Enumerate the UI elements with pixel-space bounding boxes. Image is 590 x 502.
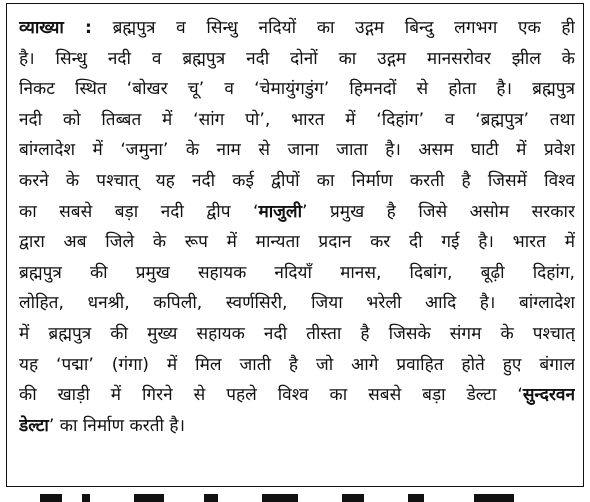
explanation-paragraph	[19, 13, 575, 441]
text-line-9: ब्रह्मपुत्र की प्रमुख सहायक नदियाँ मानस, दिबांग, बूढ़ी दिहांग,	[19, 262, 575, 283]
line-14-after: ’ का निर्माण करती है।	[48, 415, 186, 436]
delta-term: डेल्टा	[19, 415, 49, 436]
text-line-2: है। सिन्धु नदी व ब्रह्मपुत्र नदी दोनों का उद्गम मानसरोवर झील के	[19, 48, 575, 69]
text-line-6: करने के पश्चात् यह नदी कई द्वीपों का निर्माण करती है जिसमें विश्व	[19, 170, 575, 191]
sundarban-term: सुन्दरवन	[522, 385, 575, 406]
cropped-glyph-fragment	[408, 494, 424, 502]
text-line-5: बांग्लादेश में ‘जमुना’ के नाम से जाना जाता है। असम घाटी में प्रवेश	[19, 140, 575, 161]
text-line-11: में ब्रह्मपुत्र की मुख्य सहायक नदी तीस्ता है जिसके संगम के पश्चात्	[19, 323, 575, 344]
text-line-1	[19, 13, 575, 44]
cropped-next-line	[12, 488, 572, 502]
text-line-3: निकट स्थित ‘बोखर चू’ व ‘चेमायुंगडुंग’ हिमनदों से होता है। ब्रह्मपुत्र	[19, 79, 575, 100]
text-line-10: लोहित, धनश्री, कपिली, स्वर्णसिरी, जिया भरेली आदि है। बांग्लादेश	[19, 293, 575, 314]
cropped-glyph-fragment	[82, 494, 90, 502]
text-line-8: द्वारा अब जिले के रूप में मान्यता प्रदान कर दी गई है। भारत में	[19, 232, 575, 253]
text-line-7	[19, 197, 575, 228]
text-line-4: नदी को तिब्बत में ‘सांग पो’, भारत में ‘दिहांग’ व ‘ब्रह्मपुत्र’ तथा	[19, 109, 575, 130]
cropped-glyph-fragment	[134, 494, 164, 502]
explanation-heading: व्याख्या :	[19, 18, 92, 38]
cropped-glyph-fragment	[204, 494, 218, 502]
line-7-after: ’ प्रमुख है जिसे असोम सरकार	[302, 201, 575, 222]
text-line-13	[19, 380, 575, 411]
text-line-14	[19, 411, 575, 442]
explanation-box	[6, 3, 584, 487]
majuli-term: माजुली	[258, 201, 303, 222]
cropped-glyph-fragment	[474, 494, 514, 502]
line-13-before: की खाड़ी में गिरने से पहले विश्व का सबसे बड़ा डेल्टा ‘	[19, 385, 523, 406]
cropped-glyph-fragment	[342, 494, 364, 502]
cropped-glyph-fragment	[262, 494, 298, 502]
text-line-12: यह ‘पद्मा’ (गंगा) में मिल जाती है जो आगे प्रवाहित होते हुए बंगाल	[19, 354, 575, 375]
line-1-text: ब्रह्मपुत्र व सिन्धु नदियों का उद्गम बिन्दु लगभग एक ही	[91, 18, 575, 38]
cropped-glyph-fragment	[40, 494, 62, 502]
line-7-before: का सबसे बड़ा नदी द्वीप ‘	[19, 201, 259, 222]
